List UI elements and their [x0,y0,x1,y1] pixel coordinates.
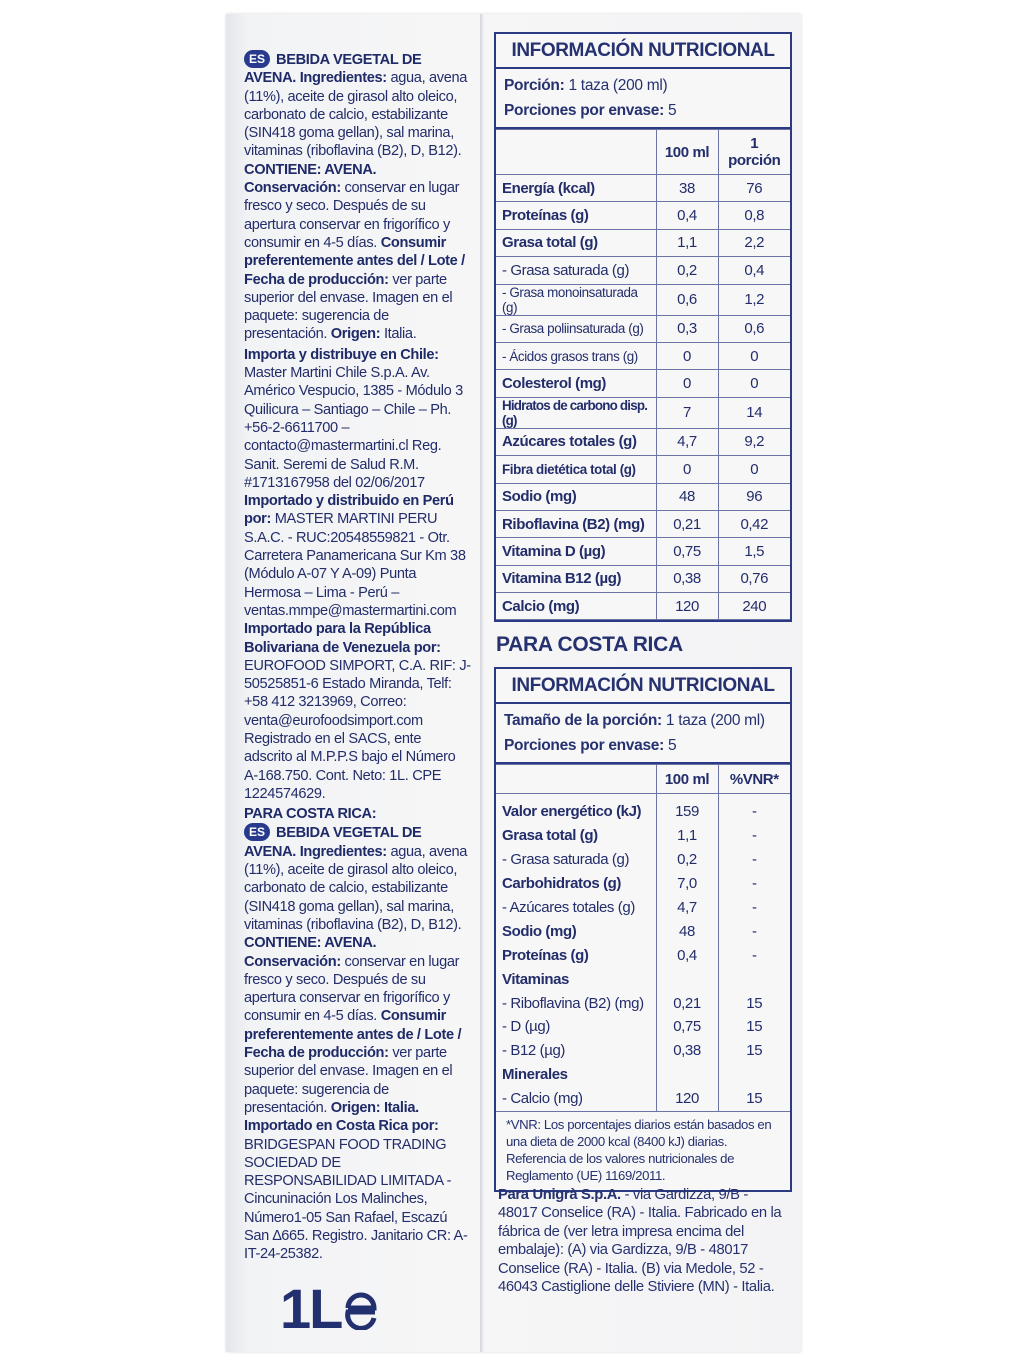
nutrient-value-secondary: - [718,943,790,967]
table-row [496,919,790,943]
nutrient-value: 0 [656,370,718,397]
nutrient-label: Colesterol (mg) [496,370,656,397]
table-title: INFORMACIÓN NUTRICIONAL [496,34,790,69]
nutrient-label: Energía (kcal) [496,175,656,202]
nutrient-value-secondary: 9,2 [718,428,790,455]
cr-product-name: BEBIDA VEGETAL DE AVENA. [244,825,422,860]
nutrient-value-secondary: 1,2 [718,284,790,315]
header-blank [496,130,656,175]
servings-label: Porciones por envase: [504,102,664,119]
nutrient-value: 1,1 [656,229,718,256]
table-row [496,397,790,428]
nutrient-value: 120 [656,1087,718,1111]
ingredients-panel [244,50,472,1264]
table-row [496,991,790,1015]
language-badge: ES [244,823,270,841]
table-row [496,824,790,848]
nutrient-value-secondary: - [718,872,790,896]
table-row [496,848,790,872]
nutrient-value-secondary: - [718,824,790,848]
nutrient-label: - B12 (µg) [496,1039,656,1063]
language-badge: ES [244,50,270,68]
nutrient-value: 0,4 [656,943,718,967]
nutrient-value-secondary: 76 [718,175,790,202]
nutrient-label: Grasa total (g) [496,824,656,848]
table-row [496,510,790,537]
nutrient-label: Minerales [496,1063,656,1087]
costa-rica-heading: PARA COSTA RICA: [244,806,377,823]
nutrient-value: 0,2 [656,257,718,284]
nutrient-value: 0,75 [656,1015,718,1039]
product-name: BEBIDA VEGETAL DE AVENA. [244,52,422,87]
costa-rica-title: PARA COSTA RICA [496,633,683,656]
table-row [496,943,790,967]
nutrient-label: Carbohidratos (g) [496,872,656,896]
nutrient-label: - Grasa monoinsaturada (g) [496,284,656,315]
nutrient-value: 0 [656,456,718,483]
nutrition-panel [494,32,792,622]
nutrient-value: 0,38 [656,565,718,592]
nutrition-grid [496,129,790,620]
nutrient-label: Sodio (mg) [496,483,656,510]
table-row [496,315,790,342]
peru-text: MASTER MARTINI PERU S.A.C. - RUC:20548559821 - Otr. Carretera Panamericana Sur Km 38 (Módulo A-07 Y A-09) Punta Hermosa – Lima - Perú – ventas.mmpe@mastermartini.com [244,511,466,619]
nutrient-value-secondary: 240 [718,593,790,620]
manufacturer-info [498,1186,790,1296]
nutrient-label: Grasa total (g) [496,229,656,256]
nutrient-label: Azúcares totales (g) [496,428,656,455]
table-row [496,872,790,896]
nutrient-value-secondary [718,1063,790,1087]
nutrient-label: - Azúcares totales (g) [496,896,656,920]
peru-label: Importado y distribuido en Perú por: [244,493,454,528]
nutrition-rows [496,794,790,1111]
header-per-100: 100 ml [656,130,718,175]
nutrient-label: - D (µg) [496,1015,656,1039]
vnr-footnote: *VNR: Los porcentajes diarios están basados en una dieta de 2000 kcal (8400 kJ) diarias. Referencia de los valores nutricionales de Reglamento (UE) 1169/2011. [496,1111,790,1190]
cr-best-before-text: ver parte superior del envase. Imagen en el paquete: sugerencia de presentación. [244,1045,453,1116]
table-row [496,229,790,256]
table-row [496,284,790,315]
nutrient-value-secondary: 0 [718,342,790,369]
nutrient-value-secondary: 0,42 [718,510,790,537]
nutrient-label: Vitamina D (µg) [496,538,656,565]
table-row [496,202,790,229]
carton-fold [480,14,484,1352]
nutrient-value: 7,0 [656,872,718,896]
origin-label: Origen: [330,326,381,343]
servings-value: 5 [667,102,677,119]
cr-storage-text: conservar en lugar fresco y seco. Después de su apertura conservar en frigorífico y consumir en 4-5 días. [244,953,460,1025]
table-row [496,1063,790,1087]
nutrient-value: 1,1 [656,824,718,848]
nutrient-value: 48 [656,483,718,510]
nutrient-value-secondary: 1,5 [718,538,790,565]
table-title: INFORMACIÓN NUTRICIONAL [496,669,790,704]
nutrient-value: 0,75 [656,538,718,565]
cr-ingredients-label: Ingredientes: [299,843,387,860]
nutrient-value-secondary: 15 [718,991,790,1015]
nutrient-value-secondary: 0,4 [718,257,790,284]
header-per-portion: 1 porción [718,130,790,175]
nutrient-value: 0,21 [656,991,718,1015]
header-blank [496,765,656,794]
nutrient-value: 0,38 [656,1039,718,1063]
ingredients-label: Ingredientes: [299,70,387,87]
header-per-100: 100 ml [656,765,718,794]
table-row [496,1087,790,1111]
table-row [496,342,790,369]
table-row [496,794,790,824]
nutrient-label: Vitaminas [496,967,656,991]
servings-value: 5 [667,737,677,754]
nutrient-label: Hidratos de carbono disp. (g) [496,397,656,428]
nutrient-value-secondary: 0 [718,370,790,397]
cr-importer-text: BRIDGESPAN FOOD TRADING SOCIEDAD DE RESPONSABILIDAD LIMITADA - Cincuninación Los Malinches, Número1-05 San Rafael, Escazú San ∆665. Registro. Janitario CR: A-IT-24-25382. [244,1136,468,1263]
serving-info [496,69,790,129]
nutrient-label: - Calcio (mg) [496,1087,656,1111]
nutrient-value-secondary: 0,6 [718,315,790,342]
nutrient-label: - Ácidos grasos trans (g) [496,342,656,369]
nutrient-value-secondary [718,967,790,991]
serving-value: 1 taza (200 ml) [665,712,765,729]
nutrient-label: Calcio (mg) [496,593,656,620]
table-row [496,370,790,397]
table-row [496,538,790,565]
nutrient-value: 159 [656,794,718,824]
allergen-text: CONTIENE: AVENA. [244,161,377,178]
nutrient-value: 0,3 [656,315,718,342]
nutrient-label: Sodio (mg) [496,919,656,943]
nutrient-label: - Grasa saturada (g) [496,848,656,872]
nutrient-value-secondary: - [718,919,790,943]
cr-best-before-label: Consumir preferentemente antes de / Lote / Fecha de producción: [244,1008,462,1062]
cr-allergen-text: CONTIENE: AVENA. Conservación: [244,935,377,970]
estimated-e-icon [341,1290,381,1330]
table-row [496,565,790,592]
serving-label: Porción: [504,77,565,94]
nutrient-label: Riboflavina (B2) (mg) [496,510,656,537]
nutrient-value-secondary: 96 [718,483,790,510]
nutrient-label: Proteínas (g) [496,202,656,229]
costa-rica-block [244,805,472,1263]
manufacturer-label: Para Unigrà S.p.A. [498,1187,621,1203]
nutrient-label: - Grasa poliinsaturada (g) [496,315,656,342]
table-row [496,428,790,455]
nutrient-value-secondary: - [718,794,790,824]
chile-block [244,346,472,803]
serving-value: 1 taza (200 ml) [568,77,668,94]
table-row [496,175,790,202]
nutrient-value: 4,7 [656,428,718,455]
table-row [496,593,790,620]
chile-label: Importa y distribuye en Chile: [244,346,439,363]
nutrient-value-secondary: 15 [718,1039,790,1063]
best-before-label: Consumir preferentemente antes del / Lote / Fecha de producción: [244,234,465,288]
nutrient-value-secondary: 0,76 [718,565,790,592]
nutrient-label: - Riboflavina (B2) (mg) [496,991,656,1015]
nutrition-rows [496,175,790,620]
nutrient-value: 120 [656,593,718,620]
nutrition-grid [496,764,790,1111]
nutrient-value: 38 [656,175,718,202]
nutrient-value: 0,21 [656,510,718,537]
product-block [244,50,472,344]
serving-info [496,704,790,764]
nutrient-label: - Grasa saturada (g) [496,257,656,284]
table-row [496,257,790,284]
origin-text: Italia. [383,326,417,343]
manufacturer-text: - via Gardizza, 9/B - 48017 Conselice (RA) - Italia. Fabricado en la fábrica de (ver letra impresa encima del embalaje): (A) via Gardizza, 9/B - 48017 Conselice (RA) - Italia. (B) via Medole, 52 - 46043 Castiglione delle Stiviere (MN) - Italia. [498,1187,782,1296]
volume-text: 1L [280,1277,342,1340]
nutrient-value-secondary: - [718,848,790,872]
nutrient-value-secondary: 15 [718,1015,790,1039]
table-row [496,456,790,483]
nutrient-value-secondary: 0,8 [718,202,790,229]
nutrition-table-costa-rica [494,667,792,1192]
nutrition-panel-cr [494,667,792,1192]
venezuela-label: Importado para la República Bolivariana de Venezuela por: [244,621,441,656]
nutrient-value-secondary: 2,2 [718,229,790,256]
nutrient-value: 0 [656,342,718,369]
nutrient-value: 0,2 [656,848,718,872]
table-row [496,1015,790,1039]
table-row [496,1039,790,1063]
nutrient-value-secondary: 15 [718,1087,790,1111]
cr-ingredients-text: agua, avena (11%), aceite de girasol alto oleico, carbonato de calcio, estabilizante (SIN418 goma gellan), sal marina, vitaminas (riboflavina (B2), D, B12). [244,843,467,933]
nutrient-value: 48 [656,919,718,943]
nutrient-value: 4,7 [656,896,718,920]
nutrient-label: Vitamina B12 (µg) [496,565,656,592]
header-vnr: %VNR* [718,765,790,794]
nutrient-value [656,967,718,991]
chile-text: Master Martini Chile S.p.A. Av. Américo Vespucio, 1385 - Módulo 3 Quilicura – Santiago – Chile – Ph. +56-2-6611700 – contacto@mastermartini.cl Reg. Sanit. Seremi de Salud R.M. #1713167958 del 02/06/2017 [244,365,463,491]
nutrient-value: 7 [656,397,718,428]
table-row [496,896,790,920]
cr-origin-label: Origen: Italia. Importado en Costa Rica por: [244,1099,439,1135]
nutrient-value: 0,6 [656,284,718,315]
servings-label: Porciones por envase: [504,737,664,754]
nutrition-table-chile [494,32,792,622]
nutrient-label: Fibra dietética total (g) [496,456,656,483]
nutrient-value-secondary: 14 [718,397,790,428]
nutrient-value-secondary: 0 [718,456,790,483]
nutrient-value [656,1063,718,1087]
best-before-text: ver parte superior del envase. Imagen en el paquete: sugerencia de presentación. [244,271,453,343]
nutrient-value-secondary: - [718,896,790,920]
nutrient-value: 0,4 [656,202,718,229]
table-row [496,967,790,991]
ingredients-text: agua, avena (11%), aceite de girasol alto oleico, carbonato de calcio, estabilizante (SIN418 goma gellan), sal marina, vitaminas (riboflavina (B2), D, B12). [244,70,467,160]
storage-label: Conservación: [244,180,341,197]
serving-label: Tamaño de la porción: [504,712,662,729]
volume-mark [280,1276,381,1341]
nutrient-label: Valor energético (kJ) [496,794,656,824]
table-row [496,483,790,510]
nutrient-label: Proteínas (g) [496,943,656,967]
venezuela-text: EUROFOOD SIMPORT, C.A. RIF: J-50525851-6 Estado Miranda, Telf: +58 412 3213969, Correo: venta@eurofoodsimport.com Registrado en el SACS, ente adscrito al M.P.P.S bajo el Número A-168.750. Cont. Neto: 1L. CPE 1224574629. [244,657,471,802]
storage-text: conservar en lugar fresco y seco. Después de su apertura conservar en frigorífico y consumir en 4-5 días. [244,180,460,251]
